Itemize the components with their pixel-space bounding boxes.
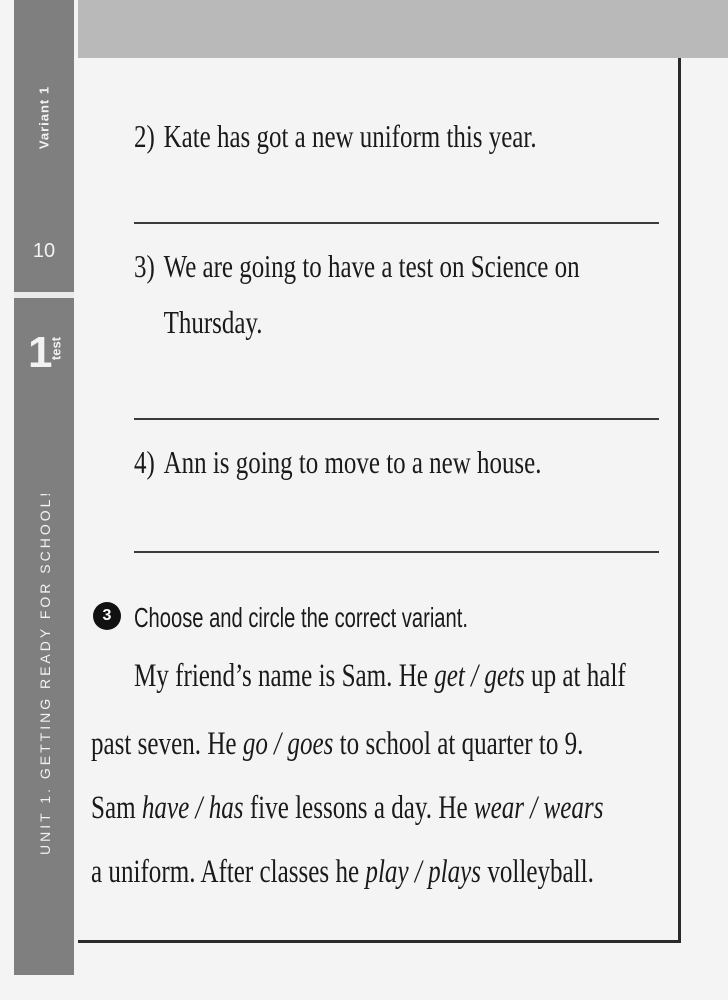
- answer-line[interactable]: [134, 222, 659, 224]
- text-run: volleyball.: [481, 854, 594, 890]
- answer-line[interactable]: [134, 418, 659, 420]
- exercise-item: [134, 240, 580, 292]
- test-number: 1: [28, 328, 53, 377]
- paragraph-line: [91, 722, 583, 766]
- item-text: Kate has got a new uniform this year.: [163, 118, 537, 154]
- item-text: We are going to have a test on Science on: [163, 248, 580, 284]
- item-number: 4): [134, 444, 155, 480]
- unit-title: UNIT 1. GETTING READY FOR SCHOOL!: [37, 489, 53, 855]
- text-run: Sam: [91, 790, 142, 826]
- test-word: test: [48, 336, 64, 361]
- content-border-bottom: [78, 940, 681, 943]
- text-run: My friend’s name is Sam. He: [134, 658, 435, 694]
- variant-label: Variant 1: [36, 85, 52, 150]
- choice-option[interactable]: go / goes: [242, 726, 334, 762]
- text-run: a uniform. After classes he: [91, 854, 366, 890]
- paragraph-line: [91, 786, 603, 830]
- exercise-item: [134, 436, 541, 488]
- choice-option[interactable]: wear / wears: [473, 790, 604, 826]
- item-number: 3): [134, 248, 155, 284]
- item-text: Ann is going to move to a new house.: [163, 444, 542, 480]
- exercise-item: [134, 110, 537, 162]
- text-run: to school at quarter to 9.: [333, 726, 584, 762]
- top-header-bar: [78, 0, 728, 58]
- answer-line[interactable]: [134, 551, 659, 553]
- page-number: 10: [32, 240, 56, 262]
- exercise-number-badge: 3: [93, 602, 121, 630]
- text-run: past seven. He: [91, 726, 243, 762]
- choice-option[interactable]: play / plays: [365, 854, 482, 890]
- sidebar-separator: [14, 292, 74, 298]
- paragraph-line: [91, 850, 594, 894]
- content-border-right: [678, 58, 681, 943]
- exercise-instruction: Choose and circle the correct variant.: [134, 602, 468, 633]
- choice-option[interactable]: get / gets: [434, 658, 525, 694]
- paragraph-line: [134, 654, 626, 698]
- item-number: 2): [134, 118, 155, 154]
- choice-option[interactable]: have / has: [141, 790, 244, 826]
- text-run: up at half: [524, 658, 626, 694]
- text-run: five lessons a day. He: [243, 790, 474, 826]
- item-continuation: Thursday.: [163, 304, 263, 340]
